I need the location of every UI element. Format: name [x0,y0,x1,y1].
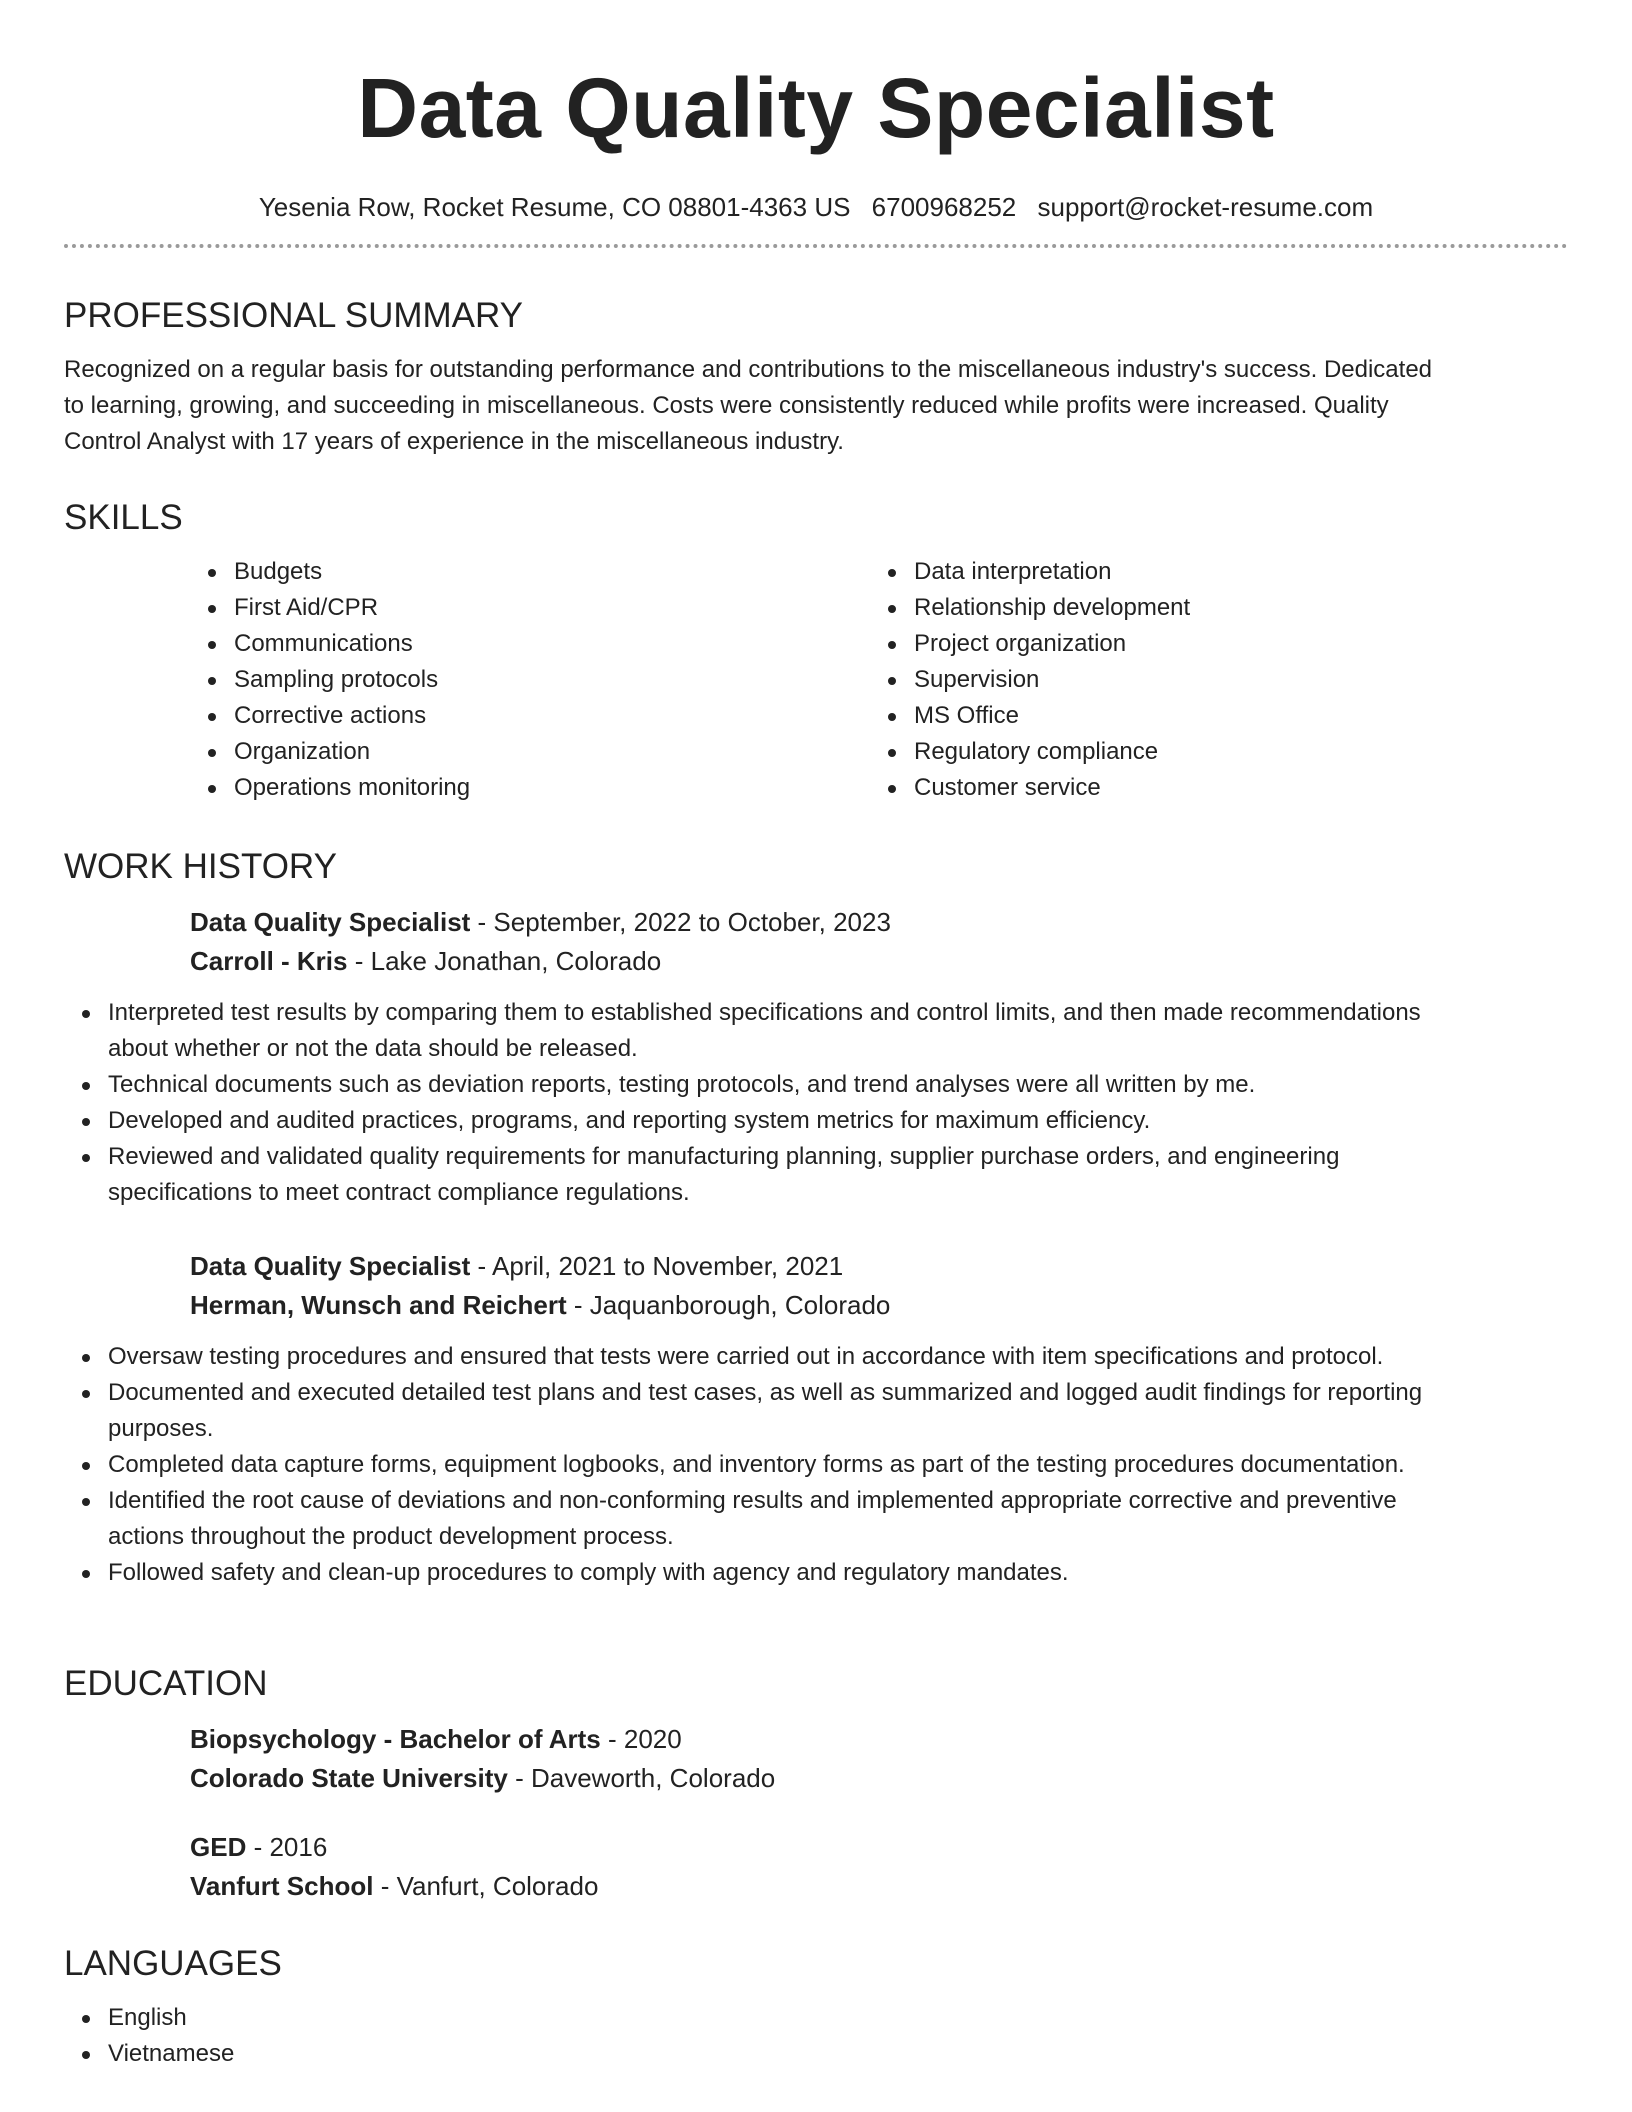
degree-name: Biopsychology - Bachelor of Arts [190,1724,601,1754]
list-item: Supervision [870,662,1550,698]
job-title-line [190,903,1568,942]
skills-heading: SKILLS [64,498,183,537]
work-section [64,845,1568,1591]
languages-list [64,2000,1568,2072]
degree-line [190,1720,1568,1759]
degree-name: GED [190,1832,247,1862]
school-location: - Vanfurt, Colorado [373,1871,599,1901]
job-entry [190,1247,1568,1325]
education-entry [190,1720,1568,1798]
skills-section [64,496,1568,806]
job-role: Data Quality Specialist [190,907,471,937]
list-item: Documented and executed detailed test plans and test cases, as well as summarized and logged audit findings for reporting purposes. [64,1375,1444,1447]
skills-list-left [190,554,870,806]
list-item: Followed safety and clean-up procedures to comply with agency and regulatory mandates. [64,1555,1444,1591]
degree-year: - 2016 [246,1832,328,1862]
list-item: Project organization [870,626,1550,662]
list-item: Customer service [870,770,1550,806]
list-item: Operations monitoring [190,770,870,806]
degree-line [190,1828,1568,1867]
education-entry [190,1828,1568,1906]
list-item: Budgets [190,554,870,590]
job-bullets [64,1339,1444,1591]
header-divider [64,244,1568,248]
contact-line [64,190,1568,224]
list-item: Vietnamese [64,2036,1568,2072]
summary-heading: PROFESSIONAL SUMMARY [64,296,523,335]
school-name: Colorado State University [190,1763,508,1793]
contact-address: Yesenia Row, Rocket Resume, CO 08801-4363 US [258,192,851,222]
job-company-line [190,1286,1568,1325]
school-location: - Daveworth, Colorado [507,1763,776,1793]
job-dates: - September, 2022 to October, 2023 [470,907,891,937]
list-item: Relationship development [870,590,1550,626]
list-item: First Aid/CPR [190,590,870,626]
resume-page [64,0,1568,2067]
list-item: Identified the root cause of deviations and non-conforming results and implemented appropriate corrective and preventive actions throughout the product development process. [64,1483,1444,1555]
list-item: Organization [190,734,870,770]
skills-list-right [870,554,1550,806]
job-company: Carroll - Kris [190,946,348,976]
job-location: - Jaquanborough, Colorado [566,1290,891,1320]
school-name: Vanfurt School [190,1871,374,1901]
list-item: Sampling protocols [190,662,870,698]
languages-section [64,1942,1568,2072]
work-heading: WORK HISTORY [64,847,337,886]
list-item: Regulatory compliance [870,734,1550,770]
summary-section [64,294,1568,460]
education-section [64,1662,1568,1906]
job-role: Data Quality Specialist [190,1251,471,1281]
skills-columns [190,554,1568,806]
languages-heading: LANGUAGES [64,1944,282,1983]
list-item: Corrective actions [190,698,870,734]
summary-text: Recognized on a regular basis for outstanding performance and contributions to the miscellaneous industry's success. Dedicated to learning, growing, and succeeding in miscellaneous. Costs were consistently reduced while profits were increased. Quality Control Analyst with 17 years of experience in the miscellaneous industry. [64,356,1433,455]
job-company: Herman, Wunsch and Reichert [190,1290,567,1320]
list-item: Data interpretation [870,554,1550,590]
contact-phone: 6700968252 [871,192,1017,222]
job-location: - Lake Jonathan, Colorado [347,946,662,976]
list-item: MS Office [870,698,1550,734]
list-item: Reviewed and validated quality requirements for manufacturing planning, supplier purchase orders, and engineering specifications to meet contract compliance regulations. [64,1139,1444,1211]
job-entry [190,903,1568,981]
contact-email: support@rocket-resume.com [1037,192,1374,222]
list-item: Developed and audited practices, programs, and reporting system metrics for maximum efficiency. [64,1103,1444,1139]
degree-year: - 2020 [600,1724,682,1754]
job-title-line [190,1247,1568,1286]
list-item: English [64,2000,1568,2036]
page-title: Data Quality Specialist [357,61,1275,155]
job-bullets [64,995,1444,1211]
education-heading: EDUCATION [64,1664,268,1703]
list-item: Communications [190,626,870,662]
list-item: Technical documents such as deviation reports, testing protocols, and trend analyses were all written by me. [64,1067,1444,1103]
job-dates: - April, 2021 to November, 2021 [470,1251,844,1281]
job-company-line [190,942,1568,981]
list-item: Oversaw testing procedures and ensured that tests were carried out in accordance with item specifications and protocol. [64,1339,1444,1375]
school-line [190,1759,1568,1798]
list-item: Interpreted test results by comparing them to established specifications and control limits, and then made recommendations about whether or not the data should be released. [64,995,1444,1067]
list-item: Completed data capture forms, equipment logbooks, and inventory forms as part of the testing procedures documentation. [64,1447,1444,1483]
school-line [190,1867,1568,1906]
